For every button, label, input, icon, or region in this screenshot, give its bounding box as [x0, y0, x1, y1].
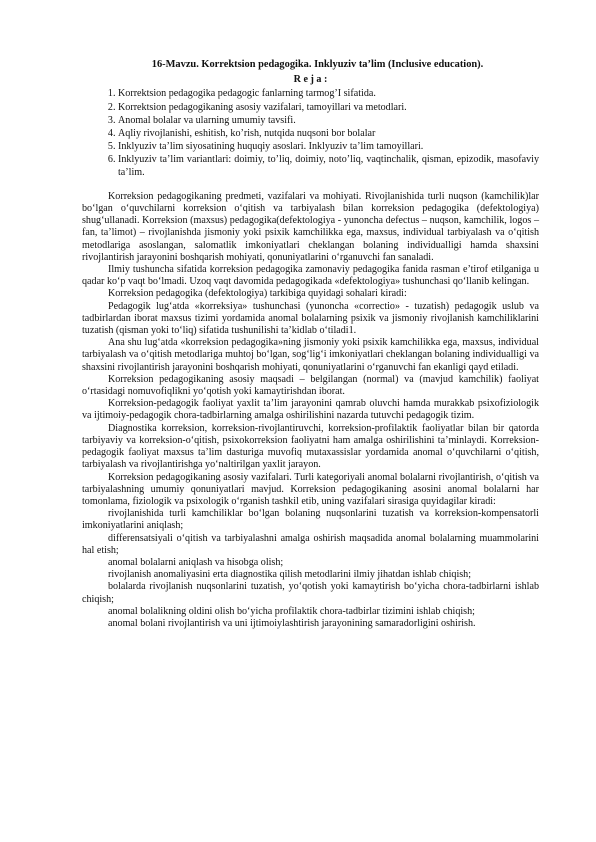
- plan-item: 3. Anomal bolalar va ularning umumiy tavsifi.: [118, 115, 539, 127]
- plan-list: [82, 88, 539, 178]
- paragraph: bolalarda rivojlanish nuqsonlarini tuzatish, yo‘qotish yoki kamaytirish bo‘yicha chora-tadbirlarni ishlab chiqish;: [82, 581, 539, 605]
- paragraph: Korreksion pedagogika (defektologiya) tarkibiga quyidagi sohalari kiradi:: [108, 288, 407, 300]
- plan-item: 2. Korrektsion pedagogikaning asosiy vazifalari, tamoyillari va metodlari.: [118, 102, 539, 114]
- plan-item: 4. Aqliy rivojlanishi, eshitish, ko’rish, nutqida nuqsoni bor bolalar: [118, 128, 539, 140]
- paragraph: Korreksion-pedagogik faoliyat yaxlit ta’lim jarayonini qamrab oluvchi hamda murakkab psixofiziologik va ijtimoiy-pedagogik chora-tadbirlarning amalga oshirilishini nazarda tutuvchi pedagogik tizim.: [82, 398, 539, 422]
- paragraph: Korreksion pedagogikaning asosiy maqsadi – belgilangan (normal) va (mavjud kamchilik) faoliyat o‘rtasidagi nomuvofiqlikni yo‘qotish yoki kamaytirishdan iborat.: [82, 373, 539, 398]
- plan-heading: R e j a :: [293, 74, 328, 86]
- page-title: 16-Mavzu. Korrektsion pedagogika. Inklyuziv ta’lim (Inclusive education).: [151, 59, 484, 70]
- paragraph: anomal bolani rivojlantirish va uni ijtimoiylashtirish jarayonining samaradorligini oshirish.: [108, 617, 476, 629]
- plan-item: 1. Korrektsion pedagogika pedagogic fanlarning tarmog’I sifatida.: [118, 88, 539, 100]
- paragraph: Ana shu lug‘atda «korreksion pedagogika»ning jismoniy yoki psixik kamchilikka ega, maxsus, individual tarbiyalash va o‘qitish metodlariga muhtoj bo‘lgan, sog‘lig‘i imkoniyatlari cheklangan bolaning individualligi va shaxsini rivojlantirish jarayonini boshqarish mohiyati, qonuniyatlarini o‘rganuvchi fan ekanligi qayd etiladi.: [82, 337, 539, 373]
- plan-item: 5. Inklyuziv ta’lim siyosatining huquqiy asoslari. Inklyuziv ta’lim tamoyillari.: [118, 141, 539, 153]
- paragraph: anomal bolalikning oldini olish bo‘yicha profilaktik chora-tadbirlar tizimini ishlab chiqish;: [108, 605, 475, 617]
- plan-item: 6. Inklyuziv ta’lim variantlari: doimiy, to’liq, doimiy, noto’liq, vaqtinchalik, qisman, epizodik, masofaviy ta’lim.: [118, 154, 539, 178]
- paragraph: Ilmiy tushuncha sifatida korreksion pedagogika zamonaviy pedagogika fanida rasman e’tirof etilganiga u qadar ko‘p vaqt bo‘lmadi. Uzoq vaqt davomida pedagogikada «defektologiya» tushunchasi qo‘llanib kelingan.: [82, 264, 539, 288]
- body-text: [82, 191, 539, 630]
- paragraph: rivojlanishida turli kamchiliklar bo‘lgan bolaning nuqsonlarini tuzatish va korreksion-kompensatorli imkoniyatlarini aniqlash;: [82, 508, 539, 532]
- paragraph: Diagnostika korreksion, korreksion-rivojlantiruvchi, korreksion-profilaktik faoliyatlar bilan bir qatorda tarbiyaviy va korreksion-o‘qitish, psixokorreksion faoliyatni ham amalga oshirilishini ta’minlaydi. Korreksion-pedagogik faoliyat maxsus ta’lim dasturiga muvofiq mutaxassislar yordamida anomal o‘quvchilarni o‘qitish, tarbiyalash va rivojlantirishga yo‘naltirilgan yaxlit jarayon.: [82, 422, 539, 471]
- paragraph: Korreksion pedagogikaning asosiy vazifalari. Turli kategoriyali anomal bolalarni rivojlantirish, o‘qitish va tarbiyalashning umumiy qonuniyatlari mavjud. Korreksion pedagogikaning asosini anomal bolalarni har tomonlama, fiziologik va psixologik o‘rganish tashkil etib, uning vazifalari sirasiga quyidagilar kiradi:: [82, 471, 539, 507]
- paragraph: differensatsiyali o‘qitish va tarbiyalashni amalga oshirish maqsadida anomal bolalarning muammolarini hal etish;: [82, 532, 539, 556]
- paragraph: rivojlanish anomaliyasini erta diagnostika qilish metodlarini ilmiy jihatdan ishlab chiqish;: [108, 569, 472, 581]
- paragraph: Pedagogik lug‘atda «korreksiya» tushunchasi (yunoncha «correctio» - tuzatish) pedagogik uslub va tadbirlardan iborat maxsus tizimi yordamida anomal bolalarning psixik va jismoniy rivojlanish kamchiliklarini tuzatish (qisman yoki to‘liq) sifatida tushunilishi ta’kidlab o‘tiladi1.: [82, 300, 539, 337]
- paragraph: anomal bolalarni aniqlash va hisobga olish;: [108, 556, 284, 568]
- paragraph: Korreksion pedagogikaning predmeti, vazifalari va mohiyati. Rivojlanishida turli nuqson (kamchilik)lar bo‘lgan o‘quvchilarni korreksion o‘qitish va tarbiyalash bilan korreksion pedagogika (defektologiya) shug‘ullanadi. Korreksion (maxsus) pedagogika(defektologiya - yunoncha defectus – nuqson, kamchilik, logos – fan, ta’limot) – rivojlanishda jismoniy yoki psixik kamchilikka ega, maxsus, individual tarbiyalash va o‘qitish metodlariga asoslangan, salomatlik imkoniyatlari cheklangan bolaning individualligi hamda shaxsini rivojlantirish jarayonini boshqarish mohiyati, qonuniyatlarini o‘rganuvchi fan sanaladi.: [82, 190, 539, 263]
